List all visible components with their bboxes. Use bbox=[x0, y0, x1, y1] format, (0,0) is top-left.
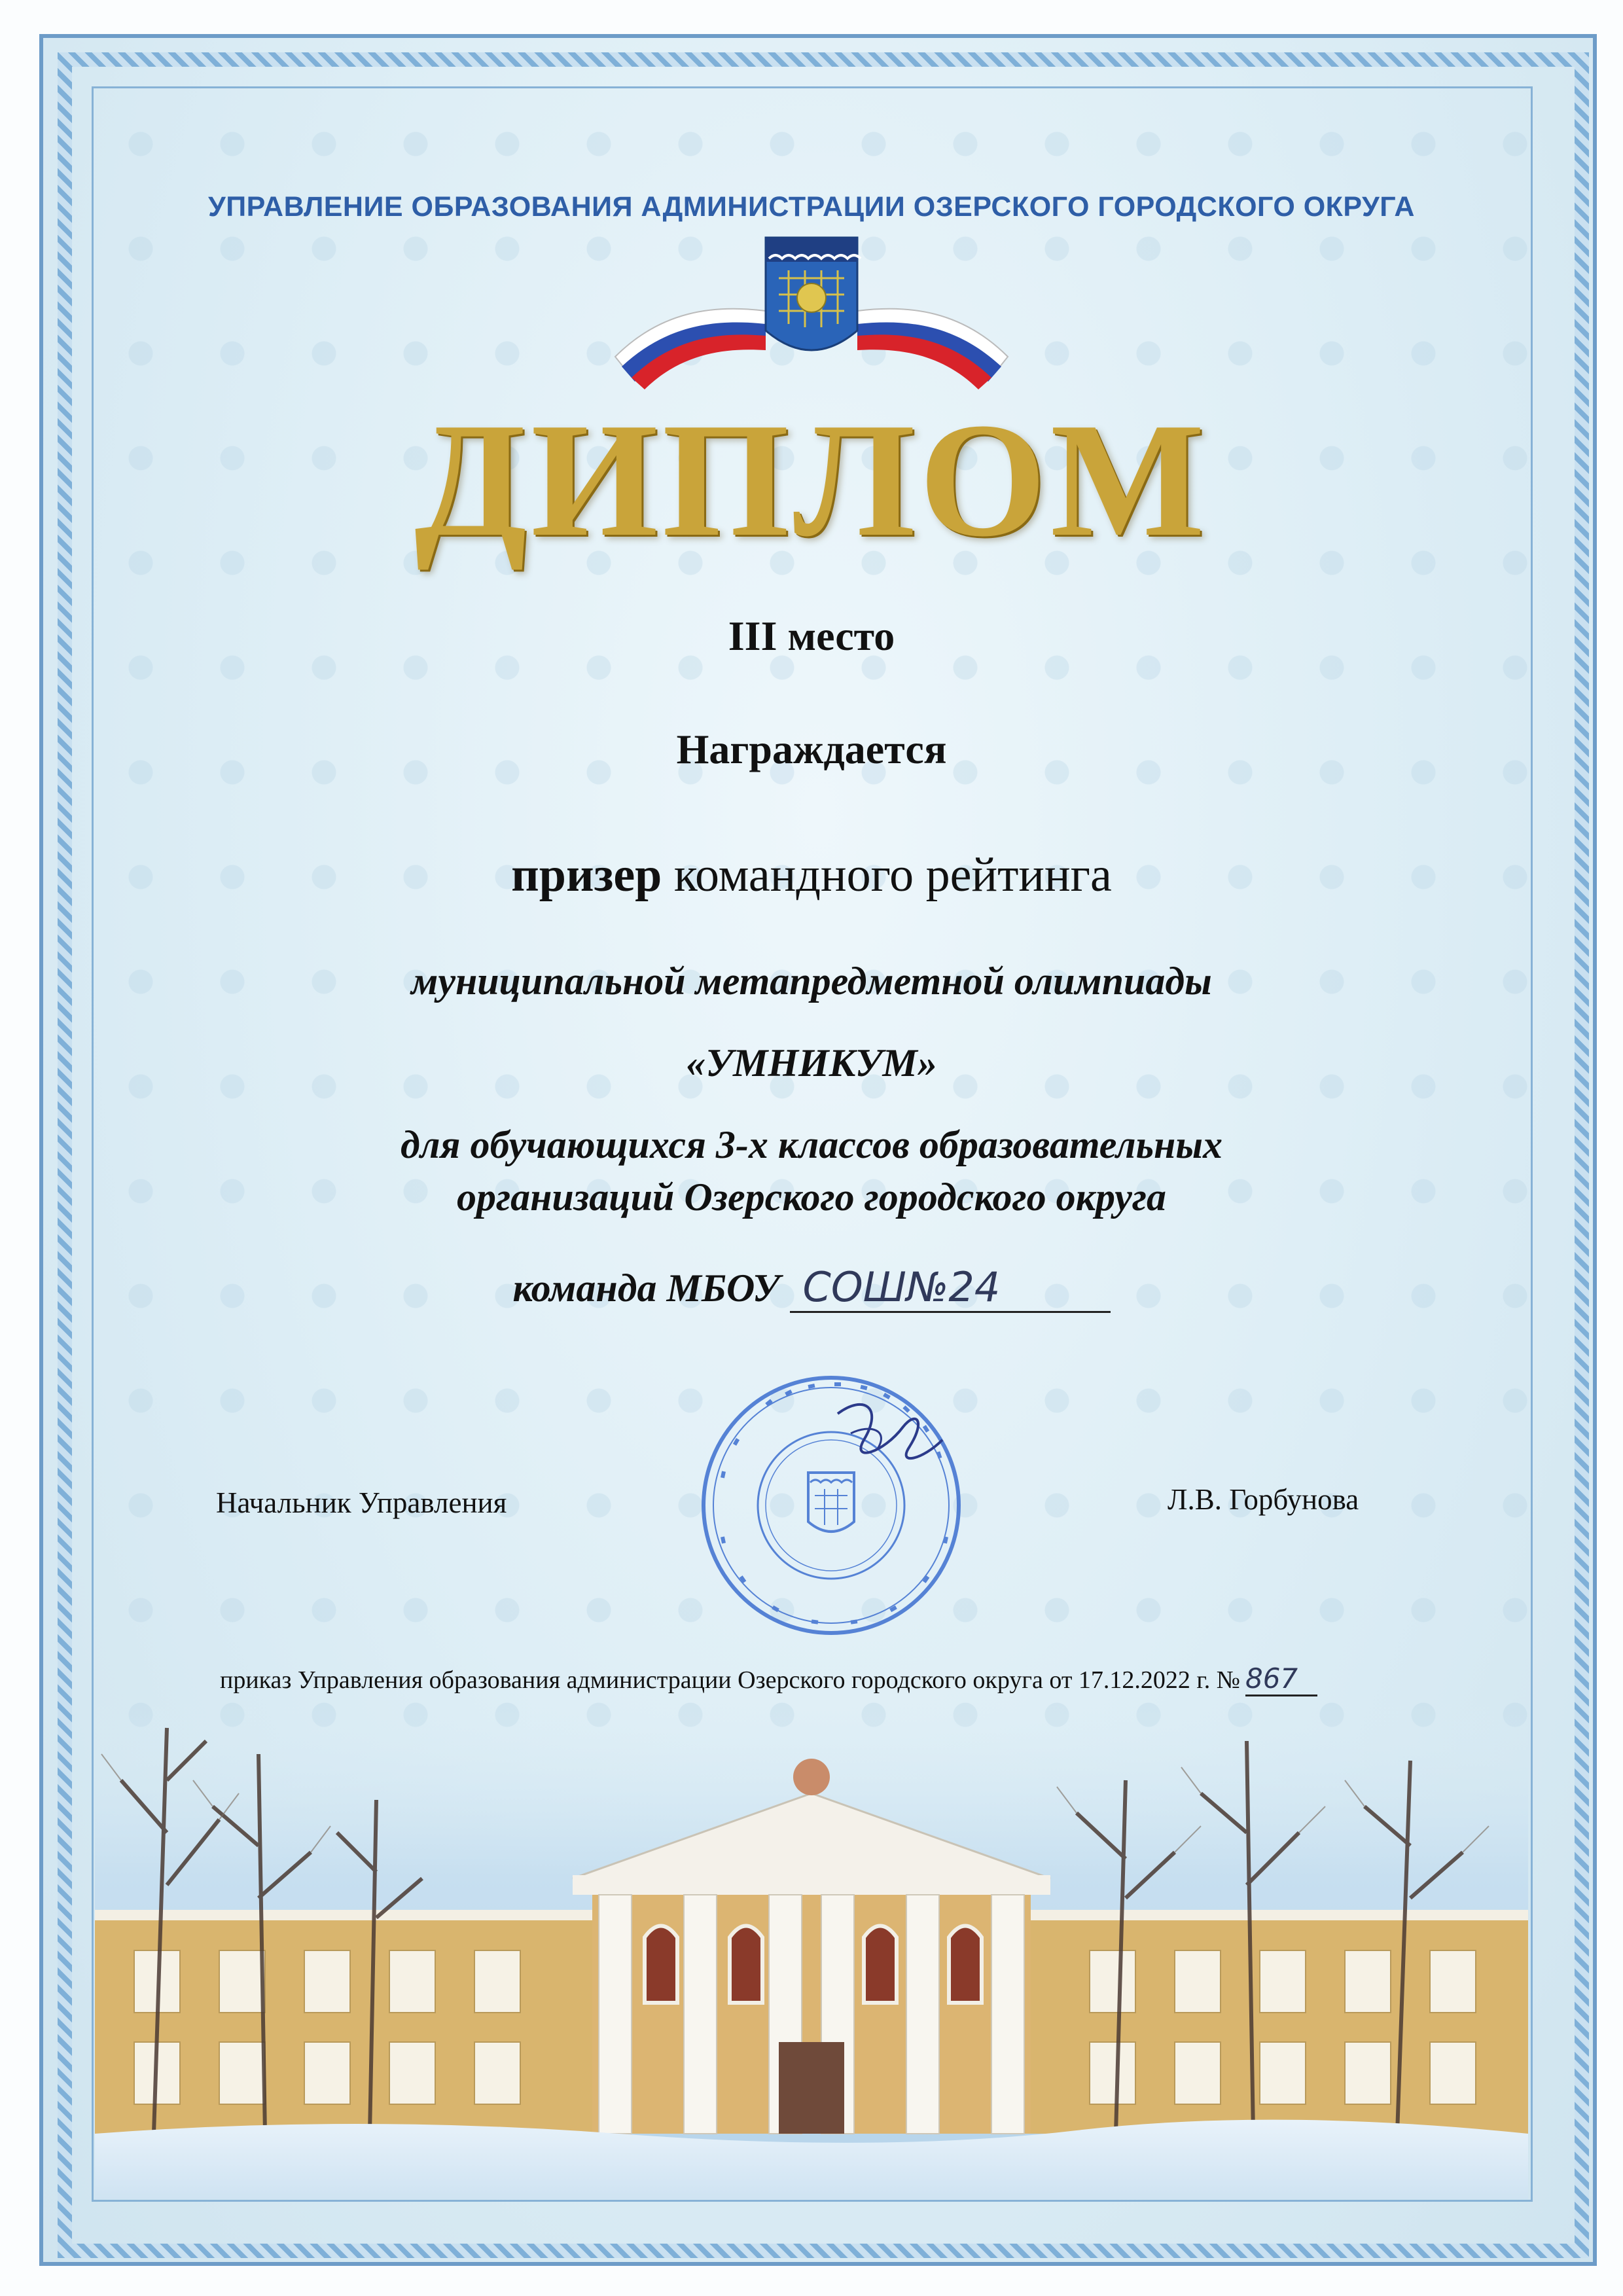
awarded-text: Награждается bbox=[676, 726, 947, 772]
team-line bbox=[0, 1263, 1623, 1313]
order-number: 867 bbox=[1245, 1662, 1317, 1696]
order-line bbox=[220, 1662, 1317, 1696]
team-label: команда МБОУ bbox=[512, 1266, 780, 1310]
prize-line bbox=[0, 848, 1623, 903]
place-text: III место bbox=[728, 613, 895, 659]
audience-line-2: организаций Озерского городского округа bbox=[456, 1175, 1167, 1219]
issuer-header: УПРАВЛЕНИЕ ОБРАЗОВАНИЯ АДМИНИСТРАЦИИ ОЗЕРСКОГО ГОРОДСКОГО ОКРУГА bbox=[207, 191, 1415, 223]
coat-of-arms-icon bbox=[602, 232, 1021, 396]
signature-position: Начальник Управления bbox=[216, 1486, 507, 1519]
olympiad-name: «УМНИКУМ» bbox=[686, 1041, 937, 1085]
team-handwritten: СОШ№24 bbox=[790, 1263, 1111, 1313]
diploma-title: ДИПЛОМ bbox=[414, 389, 1209, 571]
signature-name: Л.В. Горбунова bbox=[1168, 1483, 1359, 1516]
order-text: приказ Управления образования администрации Озерского городского округа от 17.12.2022 г. № bbox=[220, 1666, 1240, 1694]
prize-rest: командного рейтинга bbox=[662, 848, 1112, 902]
building-illustration bbox=[95, 1702, 1528, 2199]
prize-strong: призер bbox=[511, 848, 662, 902]
official-seal-icon bbox=[668, 1368, 995, 1643]
audience-line-1: для обучающихся 3-х классов образовательных bbox=[400, 1123, 1222, 1166]
olympiad-text: муниципальной метапредметной олимпиады bbox=[411, 960, 1212, 1003]
